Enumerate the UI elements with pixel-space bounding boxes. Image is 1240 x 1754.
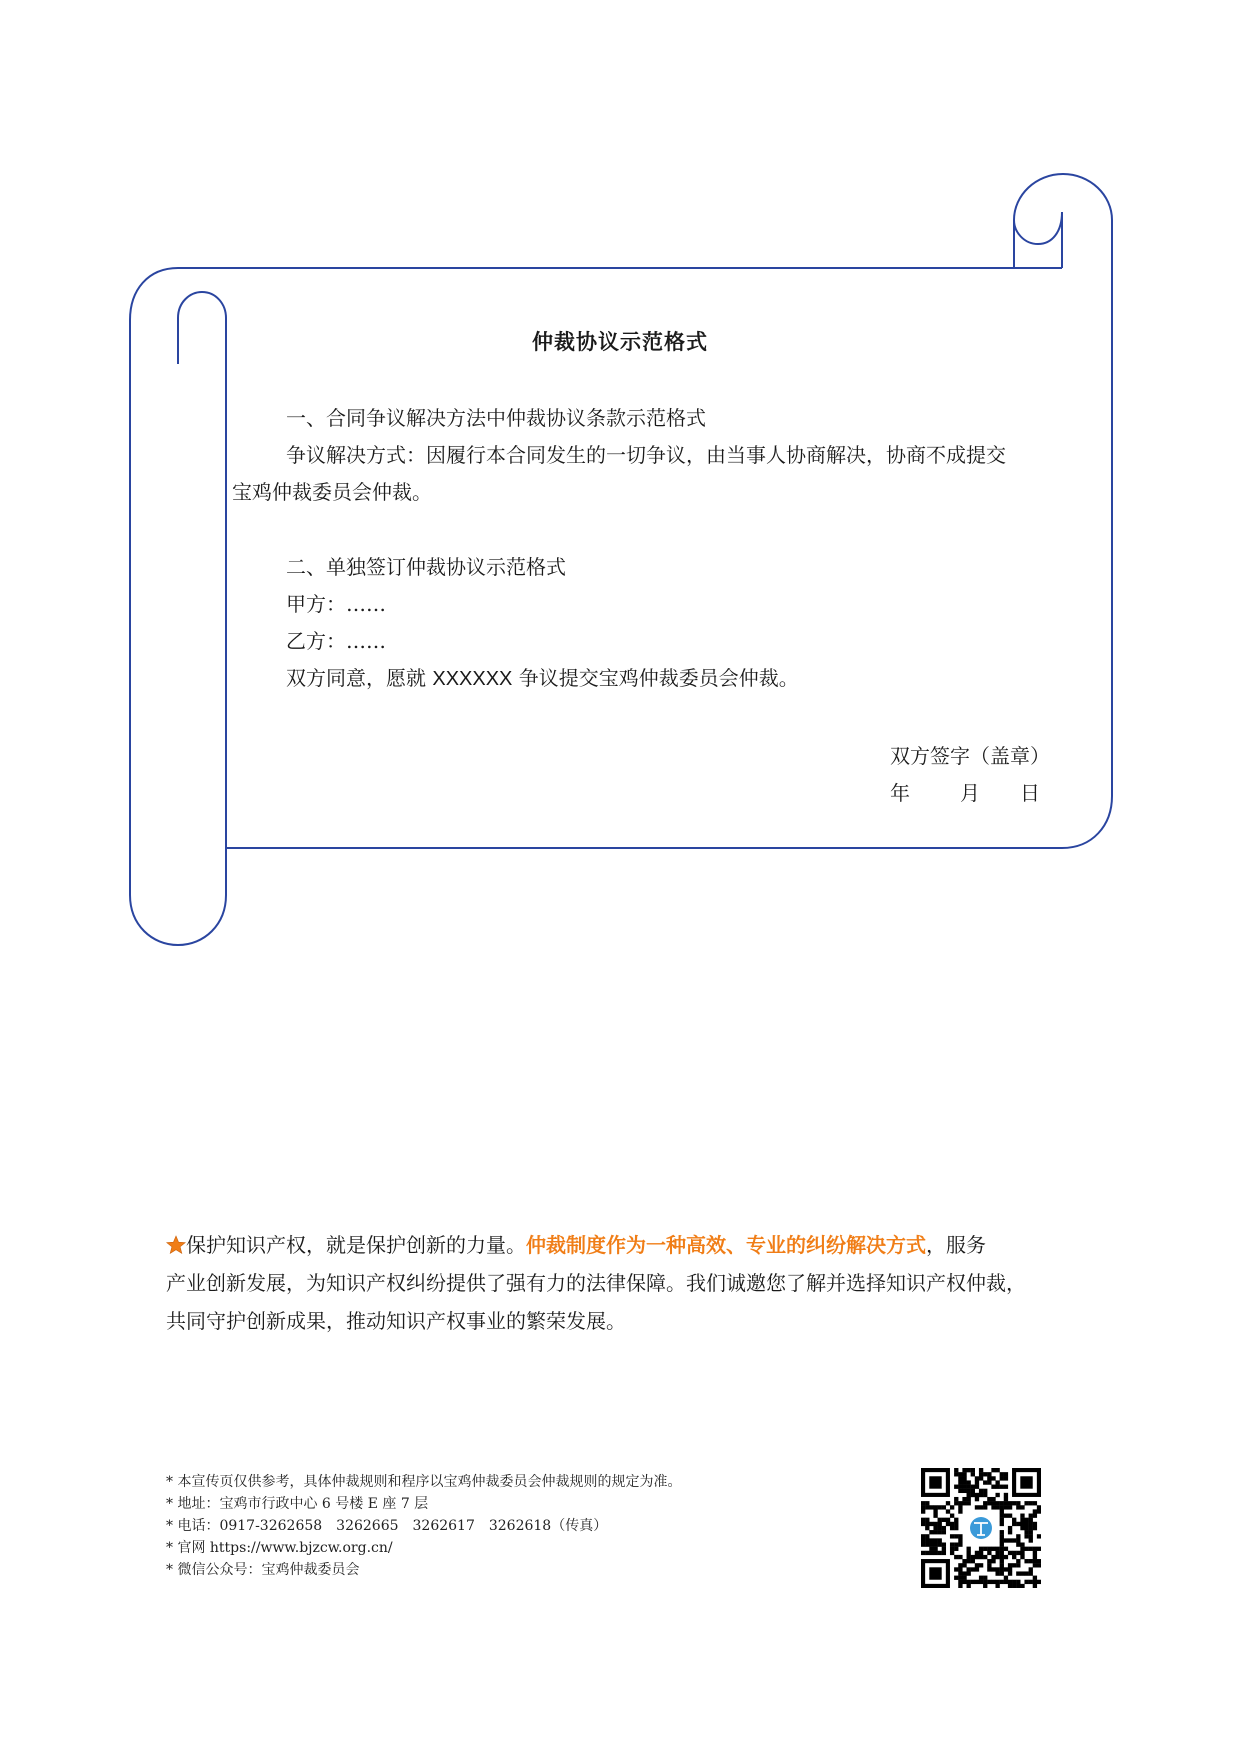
qr-finder-pattern — [1012, 1468, 1041, 1497]
section-spacer — [232, 511, 1082, 549]
party-b-line: 乙方：…… — [286, 629, 386, 653]
scroll-left-curl — [178, 292, 226, 364]
scroll-left-roll — [130, 268, 226, 945]
promo-highlight: 仲裁制度作为一种高效、专业的纠纷解决方式 — [526, 1233, 926, 1257]
party-a-line: 甲方：…… — [286, 592, 386, 616]
promo-line1 — [166, 1226, 1080, 1264]
footer-phone: * 电话：0917-3262658 3262665 3262617 3262618（传真） — [166, 1518, 608, 1534]
footer-wechat: * 微信公众号：宝鸡仲裁委员会 — [166, 1562, 360, 1578]
date-year: 年 — [890, 781, 910, 805]
qr-finder-pattern — [921, 1559, 950, 1588]
section1-clause-line1: 争议解决方式：因履行本合同发生的一切争议，由当事人协商解决，协商不成提交 — [286, 443, 1006, 467]
agreement-line — [232, 660, 1082, 698]
section2-heading: 二、单独签订仲裁协议示范格式 — [286, 555, 566, 579]
date-line — [890, 775, 1050, 812]
promo-lead: 保护知识产权，就是保护创新的力量。 — [186, 1233, 526, 1257]
footer-address: * 地址：宝鸡市行政中心 6 号楼 E 座 7 层 — [166, 1496, 429, 1512]
footer-disclaimer: * 本宣传页仅供参考，具体仲裁规则和程序以宝鸡仲裁委员会仲裁规则的规定为准。 — [166, 1474, 682, 1490]
footer-notes — [166, 1471, 866, 1581]
promo-line2: 产业创新发展，为知识产权纠纷提供了强有力的法律保障。我们诚邀您了解并选择知识产权仲裁， — [166, 1271, 1026, 1295]
agreement-prefix: 双方同意，愿就 — [286, 666, 426, 690]
wechat-qr-code — [921, 1468, 1041, 1588]
date-day: 日 — [1020, 781, 1040, 805]
section1-heading: 一、合同争议解决方法中仲裁协议条款示范格式 — [286, 406, 706, 430]
document-title: 仲裁协议示范格式 — [532, 330, 708, 354]
section1-clause-line2: 宝鸡仲裁委员会仲裁。 — [232, 480, 432, 504]
date-month: 月 — [960, 781, 980, 805]
promo-paragraph — [166, 1226, 1080, 1340]
star-icon — [166, 1235, 186, 1255]
scales-logo-icon — [967, 1514, 995, 1542]
signature-label: 双方签字（盖章） — [890, 744, 1050, 768]
scroll-content — [232, 400, 1082, 698]
agreement-placeholder: XXXXXX — [432, 668, 513, 690]
promo-rest1: ，服务 — [926, 1233, 986, 1257]
scroll-right-curl — [1014, 212, 1062, 268]
promo-line3: 共同守护创新成果，推动知识产权事业的繁荣发展。 — [166, 1309, 626, 1333]
qr-finder-pattern — [921, 1468, 950, 1497]
footer-website: * 官网 https://www.bjzcw.org.cn/ — [166, 1540, 393, 1556]
signature-block — [890, 738, 1050, 812]
agreement-suffix: 争议提交宝鸡仲裁委员会仲裁。 — [518, 666, 799, 690]
